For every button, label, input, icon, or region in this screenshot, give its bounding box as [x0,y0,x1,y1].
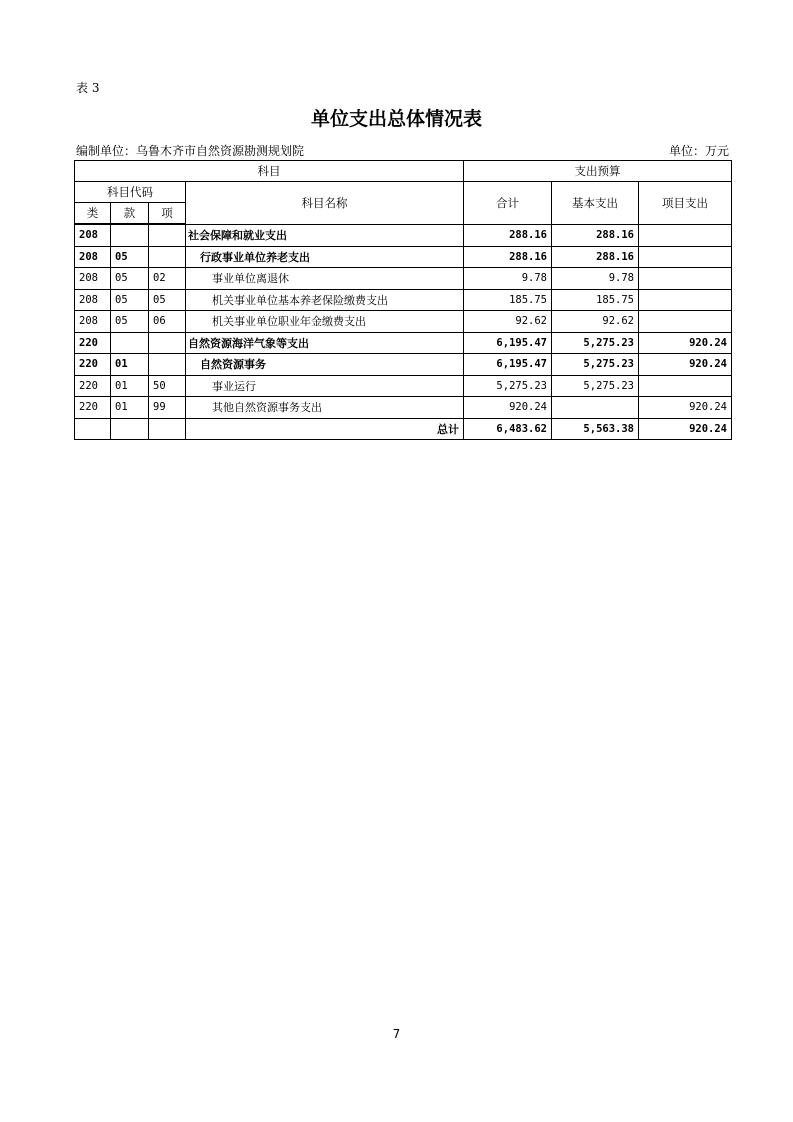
cell-xiang: 06 [149,311,186,333]
header-basic: 基本支出 [552,182,639,225]
cell-total: 6,195.47 [464,354,552,376]
cell-xiang: 05 [149,289,186,311]
cell-lei: 220 [75,375,111,397]
cell-kuan: 01 [111,375,149,397]
page-title: 单位支出总体情况表 [310,108,482,130]
cell-project: 920.24 [639,354,732,376]
cell-basic: 92.62 [552,311,639,333]
cell-project [639,268,732,290]
header-budget: 支出预算 [464,161,732,182]
cell-project [639,289,732,311]
cell-kuan [111,332,149,354]
cell-kuan: 05 [111,246,149,268]
total-row [75,418,732,440]
cell-lei: 208 [75,224,111,246]
table-row [75,268,732,290]
table-label: 表 3 [76,81,100,95]
cell-total: 92.62 [464,311,552,333]
unit-label: 单位：万元 [668,144,729,158]
cell-basic: 185.75 [552,289,639,311]
header-subject: 科目 [75,161,464,182]
cell-xiang [149,332,186,354]
header-lei: 类 [75,203,111,225]
org-label: 编制单位：乌鲁木齐市自然资源勘测规划院 [76,144,305,158]
header-project: 项目支出 [639,182,732,225]
table-row [75,246,732,268]
cell-name: 行政事业单位养老支出 [186,246,464,268]
total-basic: 5,563.38 [552,418,639,440]
cell-basic [552,397,639,419]
cell-kuan: 05 [111,268,149,290]
page-number: 7 [392,1027,401,1041]
cell-total: 185.75 [464,289,552,311]
cell-total: 9.78 [464,268,552,290]
cell-total: 288.16 [464,224,552,246]
cell-xiang [149,224,186,246]
cell-xiang-empty [149,418,186,440]
cell-lei-empty [75,418,111,440]
header-xiang: 项 [149,203,186,225]
cell-xiang [149,354,186,376]
cell-xiang: 50 [149,375,186,397]
cell-project [639,224,732,246]
cell-kuan: 05 [111,289,149,311]
cell-kuan [111,224,149,246]
cell-kuan: 01 [111,397,149,419]
header-total: 合计 [464,182,552,225]
cell-lei: 208 [75,289,111,311]
cell-basic: 9.78 [552,268,639,290]
table-row [75,397,732,419]
cell-name: 自然资源事务 [186,354,464,376]
cell-lei: 220 [75,332,111,354]
header-kuan: 款 [111,203,149,225]
cell-basic: 5,275.23 [552,332,639,354]
cell-basic: 288.16 [552,246,639,268]
cell-lei: 208 [75,246,111,268]
cell-name: 自然资源海洋气象等支出 [186,332,464,354]
cell-project [639,311,732,333]
cell-name: 其他自然资源事务支出 [186,397,464,419]
total-project: 920.24 [639,418,732,440]
table-row [75,311,732,333]
cell-basic: 288.16 [552,224,639,246]
header-code: 科目代码 [75,182,186,203]
cell-total: 920.24 [464,397,552,419]
cell-lei: 208 [75,311,111,333]
cell-kuan: 01 [111,354,149,376]
cell-basic: 5,275.23 [552,375,639,397]
cell-lei: 220 [75,354,111,376]
cell-xiang: 02 [149,268,186,290]
expenditure-table [74,160,732,440]
cell-total: 5,275.23 [464,375,552,397]
cell-project: 920.24 [639,397,732,419]
cell-project [639,246,732,268]
header-name: 科目名称 [186,182,464,225]
cell-lei: 220 [75,397,111,419]
cell-xiang: 99 [149,397,186,419]
table-row [75,354,732,376]
cell-name: 社会保障和就业支出 [186,224,464,246]
cell-name: 机关事业单位基本养老保险缴费支出 [186,289,464,311]
cell-project [639,375,732,397]
table-row [75,224,732,246]
cell-xiang [149,246,186,268]
cell-name: 事业运行 [186,375,464,397]
cell-name: 事业单位离退休 [186,268,464,290]
cell-lei: 208 [75,268,111,290]
cell-total: 288.16 [464,246,552,268]
table-row [75,332,732,354]
cell-kuan-empty [111,418,149,440]
cell-total: 6,195.47 [464,332,552,354]
total-sum: 6,483.62 [464,418,552,440]
cell-kuan: 05 [111,311,149,333]
table-row [75,289,732,311]
table-row [75,375,732,397]
cell-project: 920.24 [639,332,732,354]
cell-basic: 5,275.23 [552,354,639,376]
total-label: 总计 [186,418,464,440]
cell-name: 机关事业单位职业年金缴费支出 [186,311,464,333]
